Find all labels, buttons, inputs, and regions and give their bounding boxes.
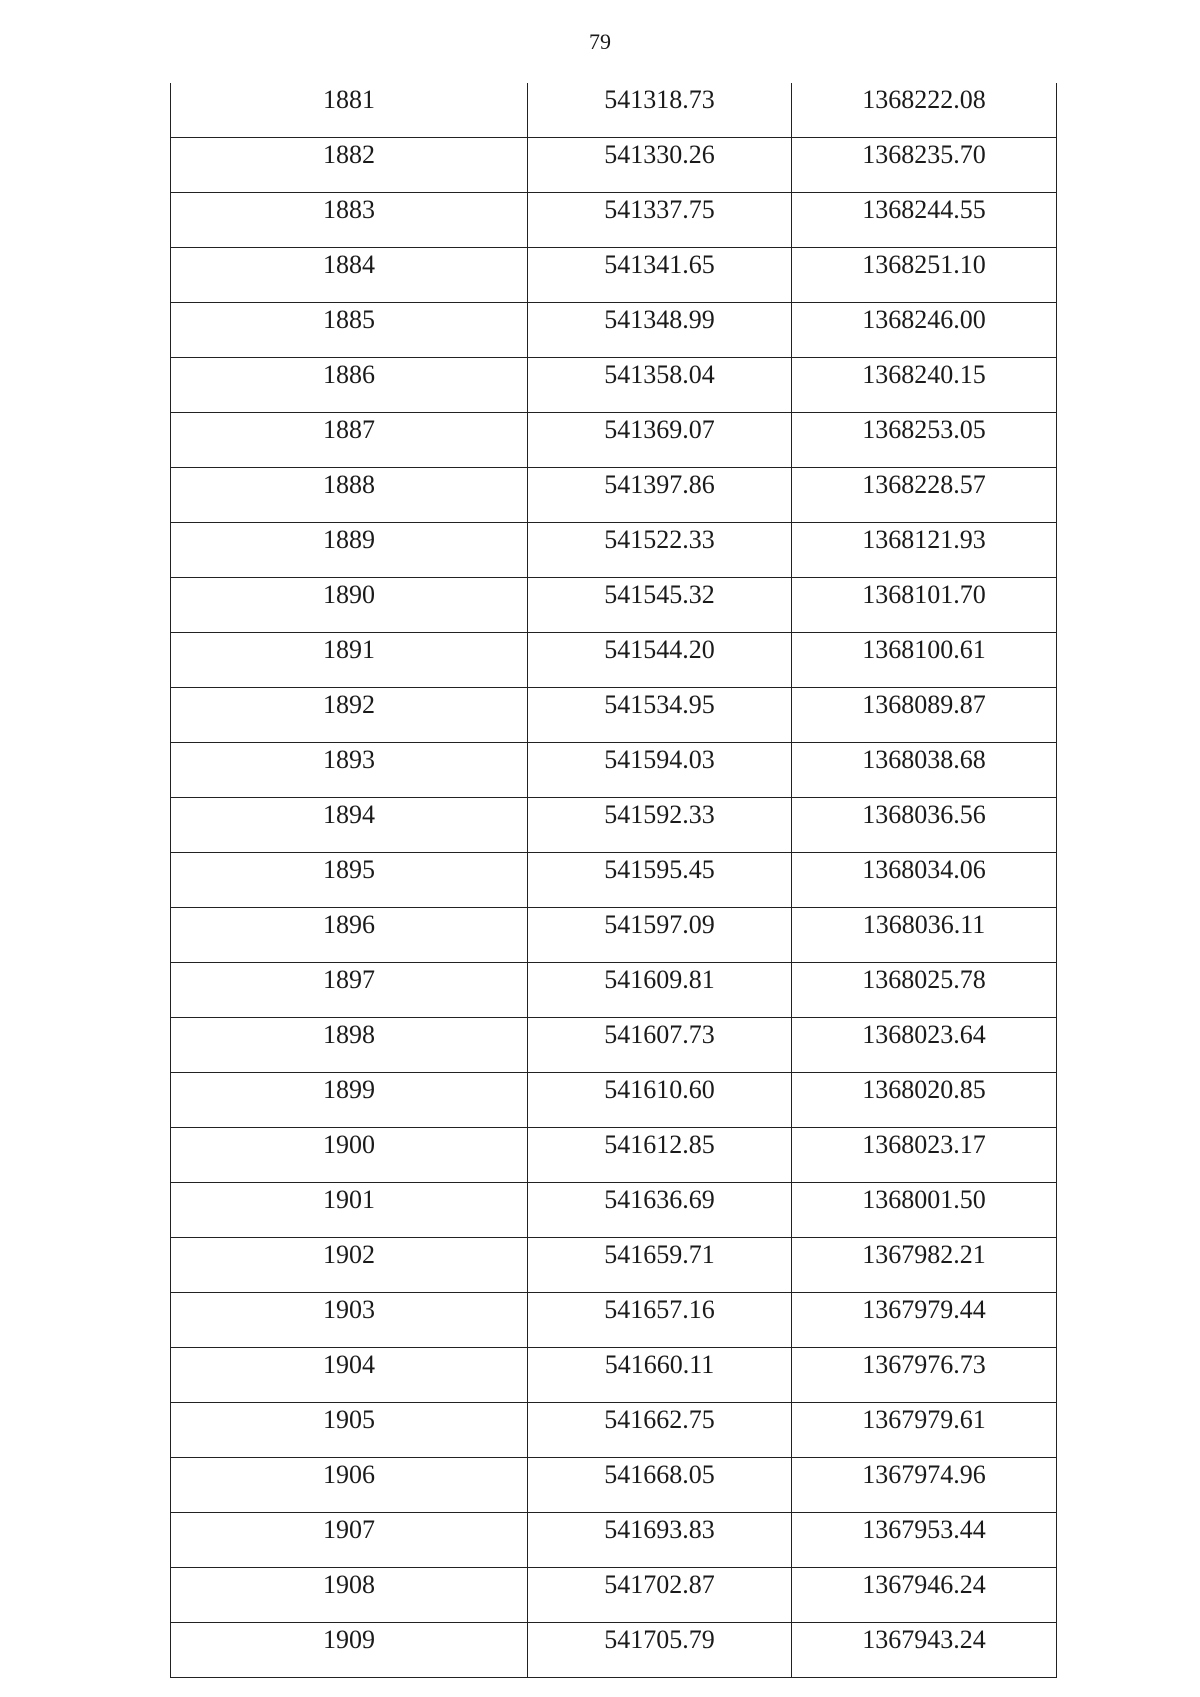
x-coordinate-cell: 541636.69	[528, 1183, 792, 1238]
table-row	[171, 1073, 1057, 1128]
y-coordinate-cell: 1368025.78	[792, 963, 1057, 1018]
table-row	[171, 358, 1057, 413]
x-coordinate-cell: 541348.99	[528, 303, 792, 358]
table-row	[171, 1568, 1057, 1623]
y-coordinate-cell: 1368235.70	[792, 138, 1057, 193]
y-coordinate-cell: 1368253.05	[792, 413, 1057, 468]
table-row	[171, 413, 1057, 468]
point-number-cell: 1885	[171, 303, 528, 358]
y-coordinate-cell: 1368089.87	[792, 688, 1057, 743]
table-row	[171, 83, 1057, 138]
point-number-cell: 1907	[171, 1513, 528, 1568]
x-coordinate-cell: 541702.87	[528, 1568, 792, 1623]
table-row	[171, 633, 1057, 688]
point-number-cell: 1895	[171, 853, 528, 908]
y-coordinate-cell: 1368240.15	[792, 358, 1057, 413]
point-number-cell: 1888	[171, 468, 528, 523]
y-coordinate-cell: 1368101.70	[792, 578, 1057, 633]
coordinate-table-container	[170, 83, 1056, 1678]
x-coordinate-cell: 541693.83	[528, 1513, 792, 1568]
table-row	[171, 248, 1057, 303]
x-coordinate-cell: 541397.86	[528, 468, 792, 523]
y-coordinate-cell: 1368244.55	[792, 193, 1057, 248]
point-number-cell: 1892	[171, 688, 528, 743]
x-coordinate-cell: 541610.60	[528, 1073, 792, 1128]
table-row	[171, 688, 1057, 743]
point-number-cell: 1890	[171, 578, 528, 633]
x-coordinate-cell: 541545.32	[528, 578, 792, 633]
table-row	[171, 963, 1057, 1018]
table-row	[171, 193, 1057, 248]
x-coordinate-cell: 541668.05	[528, 1458, 792, 1513]
x-coordinate-cell: 541358.04	[528, 358, 792, 413]
table-row	[171, 578, 1057, 633]
point-number-cell: 1906	[171, 1458, 528, 1513]
table-row	[171, 1238, 1057, 1293]
y-coordinate-cell: 1367979.61	[792, 1403, 1057, 1458]
x-coordinate-cell: 541330.26	[528, 138, 792, 193]
y-coordinate-cell: 1367943.24	[792, 1623, 1057, 1678]
y-coordinate-cell: 1368023.17	[792, 1128, 1057, 1183]
table-row	[171, 1458, 1057, 1513]
y-coordinate-cell: 1367976.73	[792, 1348, 1057, 1403]
x-coordinate-cell: 541534.95	[528, 688, 792, 743]
table-row	[171, 138, 1057, 193]
y-coordinate-cell: 1368020.85	[792, 1073, 1057, 1128]
x-coordinate-cell: 541318.73	[528, 83, 792, 138]
y-coordinate-cell: 1367979.44	[792, 1293, 1057, 1348]
point-number-cell: 1905	[171, 1403, 528, 1458]
point-number-cell: 1894	[171, 798, 528, 853]
y-coordinate-cell: 1368246.00	[792, 303, 1057, 358]
point-number-cell: 1893	[171, 743, 528, 798]
page-number: 79	[589, 29, 611, 54]
table-row	[171, 1183, 1057, 1238]
point-number-cell: 1883	[171, 193, 528, 248]
point-number-cell: 1899	[171, 1073, 528, 1128]
x-coordinate-cell: 541662.75	[528, 1403, 792, 1458]
point-number-cell: 1896	[171, 908, 528, 963]
y-coordinate-cell: 1367946.24	[792, 1568, 1057, 1623]
table-row	[171, 303, 1057, 358]
y-coordinate-cell: 1368100.61	[792, 633, 1057, 688]
y-coordinate-cell: 1367974.96	[792, 1458, 1057, 1513]
table-row	[171, 1403, 1057, 1458]
point-number-cell: 1887	[171, 413, 528, 468]
x-coordinate-cell: 541337.75	[528, 193, 792, 248]
x-coordinate-cell: 541522.33	[528, 523, 792, 578]
y-coordinate-cell: 1368038.68	[792, 743, 1057, 798]
x-coordinate-cell: 541657.16	[528, 1293, 792, 1348]
x-coordinate-cell: 541594.03	[528, 743, 792, 798]
coordinate-table	[170, 83, 1057, 1678]
x-coordinate-cell: 541341.65	[528, 248, 792, 303]
point-number-cell: 1898	[171, 1018, 528, 1073]
table-row	[171, 523, 1057, 578]
point-number-cell: 1881	[171, 83, 528, 138]
table-row	[171, 1018, 1057, 1073]
x-coordinate-cell: 541609.81	[528, 963, 792, 1018]
point-number-cell: 1902	[171, 1238, 528, 1293]
x-coordinate-cell: 541659.71	[528, 1238, 792, 1293]
point-number-cell: 1891	[171, 633, 528, 688]
y-coordinate-cell: 1368036.56	[792, 798, 1057, 853]
y-coordinate-cell: 1368036.11	[792, 908, 1057, 963]
y-coordinate-cell: 1367953.44	[792, 1513, 1057, 1568]
table-row	[171, 1623, 1057, 1678]
x-coordinate-cell: 541595.45	[528, 853, 792, 908]
point-number-cell: 1882	[171, 138, 528, 193]
table-row	[171, 798, 1057, 853]
x-coordinate-cell: 541607.73	[528, 1018, 792, 1073]
table-body	[171, 83, 1057, 1678]
point-number-cell: 1908	[171, 1568, 528, 1623]
point-number-cell: 1897	[171, 963, 528, 1018]
point-number-cell: 1904	[171, 1348, 528, 1403]
table-row	[171, 853, 1057, 908]
table-row	[171, 1293, 1057, 1348]
point-number-cell: 1884	[171, 248, 528, 303]
point-number-cell: 1903	[171, 1293, 528, 1348]
point-number-cell: 1909	[171, 1623, 528, 1678]
x-coordinate-cell: 541597.09	[528, 908, 792, 963]
table-row	[171, 908, 1057, 963]
point-number-cell: 1900	[171, 1128, 528, 1183]
table-row	[171, 1348, 1057, 1403]
y-coordinate-cell: 1367982.21	[792, 1238, 1057, 1293]
point-number-cell: 1886	[171, 358, 528, 413]
x-coordinate-cell: 541544.20	[528, 633, 792, 688]
point-number-cell: 1889	[171, 523, 528, 578]
table-row	[171, 1128, 1057, 1183]
y-coordinate-cell: 1368228.57	[792, 468, 1057, 523]
x-coordinate-cell: 541612.85	[528, 1128, 792, 1183]
y-coordinate-cell: 1368222.08	[792, 83, 1057, 138]
y-coordinate-cell: 1368034.06	[792, 853, 1057, 908]
y-coordinate-cell: 1368251.10	[792, 248, 1057, 303]
x-coordinate-cell: 541705.79	[528, 1623, 792, 1678]
x-coordinate-cell: 541660.11	[528, 1348, 792, 1403]
table-row	[171, 468, 1057, 523]
y-coordinate-cell: 1368023.64	[792, 1018, 1057, 1073]
x-coordinate-cell: 541369.07	[528, 413, 792, 468]
x-coordinate-cell: 541592.33	[528, 798, 792, 853]
table-row	[171, 743, 1057, 798]
y-coordinate-cell: 1368001.50	[792, 1183, 1057, 1238]
y-coordinate-cell: 1368121.93	[792, 523, 1057, 578]
table-row	[171, 1513, 1057, 1568]
point-number-cell: 1901	[171, 1183, 528, 1238]
